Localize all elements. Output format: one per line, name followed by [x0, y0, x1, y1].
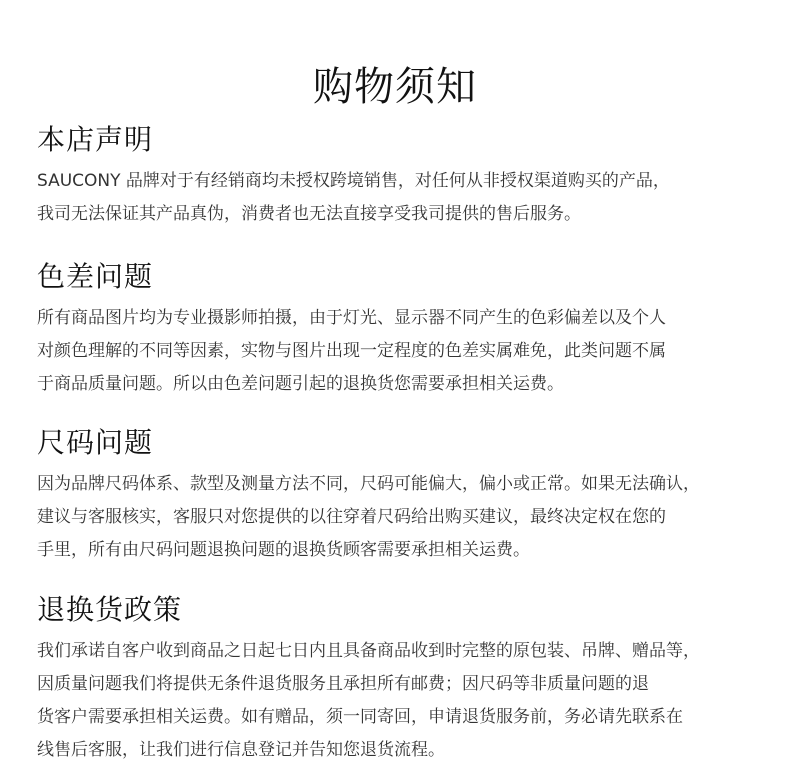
paragraph-line: 因为品牌尺码体系、款型及测量方法不同，尺码可能偏大，偏小或正常。如果无法确认，	[37, 474, 700, 494]
section-body	[37, 635, 762, 767]
paragraph-line: 对颜色理解的不同等因素，实物与图片出现一定程度的色差实属难免，此类问题不属	[37, 341, 666, 361]
section-size-issues	[37, 424, 762, 567]
paragraph-line: SAUCONY 品牌对于有经销商均未授权跨境销售，对任何从非授权渠道购买的产品，	[37, 171, 670, 191]
section-return-policy	[37, 591, 762, 767]
paragraph-line: 因质量问题我们将提供无条件退货服务且承担所有邮费；因尺码等非质量问题的退	[37, 674, 649, 694]
section-heading: 退换货政策	[37, 593, 183, 626]
section-color-difference	[37, 258, 762, 401]
section-body	[37, 468, 762, 567]
paragraph-line: 所有商品图片均为专业摄影师拍摄，由于灯光、显示器不同产生的色彩偏差以及个人	[37, 308, 666, 328]
section-body	[37, 302, 762, 401]
paragraph-line: 货客户需要承担相关运费。如有赠品，须一同寄回，申请退货服务前，务必请先联系在	[37, 707, 683, 727]
paragraph-line: 建议与客服核实，客服只对您提供的以往穿着尺码给出购买建议，最终决定权在您的	[37, 507, 666, 527]
section-heading: 本店声明	[37, 123, 154, 156]
paragraph-line: 我司无法保证其产品真伪，消费者也无法直接享受我司提供的售后服务。	[37, 204, 581, 224]
paragraph-line: 线售后客服，让我们进行信息登记并告知您退货流程。	[37, 740, 445, 760]
section-heading: 色差问题	[37, 260, 154, 293]
section-heading: 尺码问题	[37, 426, 154, 459]
paragraph-line: 我们承诺自客户收到商品之日起七日内且具备商品收到时完整的原包装、吊牌、赠品等，	[37, 641, 700, 661]
section-store-statement	[37, 121, 762, 231]
paragraph-line: 于商品质量问题。所以由色差问题引起的退换货您需要承担相关运费。	[37, 374, 564, 394]
page-title: 购物须知	[313, 63, 477, 110]
section-body	[37, 165, 762, 231]
paragraph-line: 手里，所有由尺码问题退换问题的退换货顾客需要承担相关运费。	[37, 540, 530, 560]
